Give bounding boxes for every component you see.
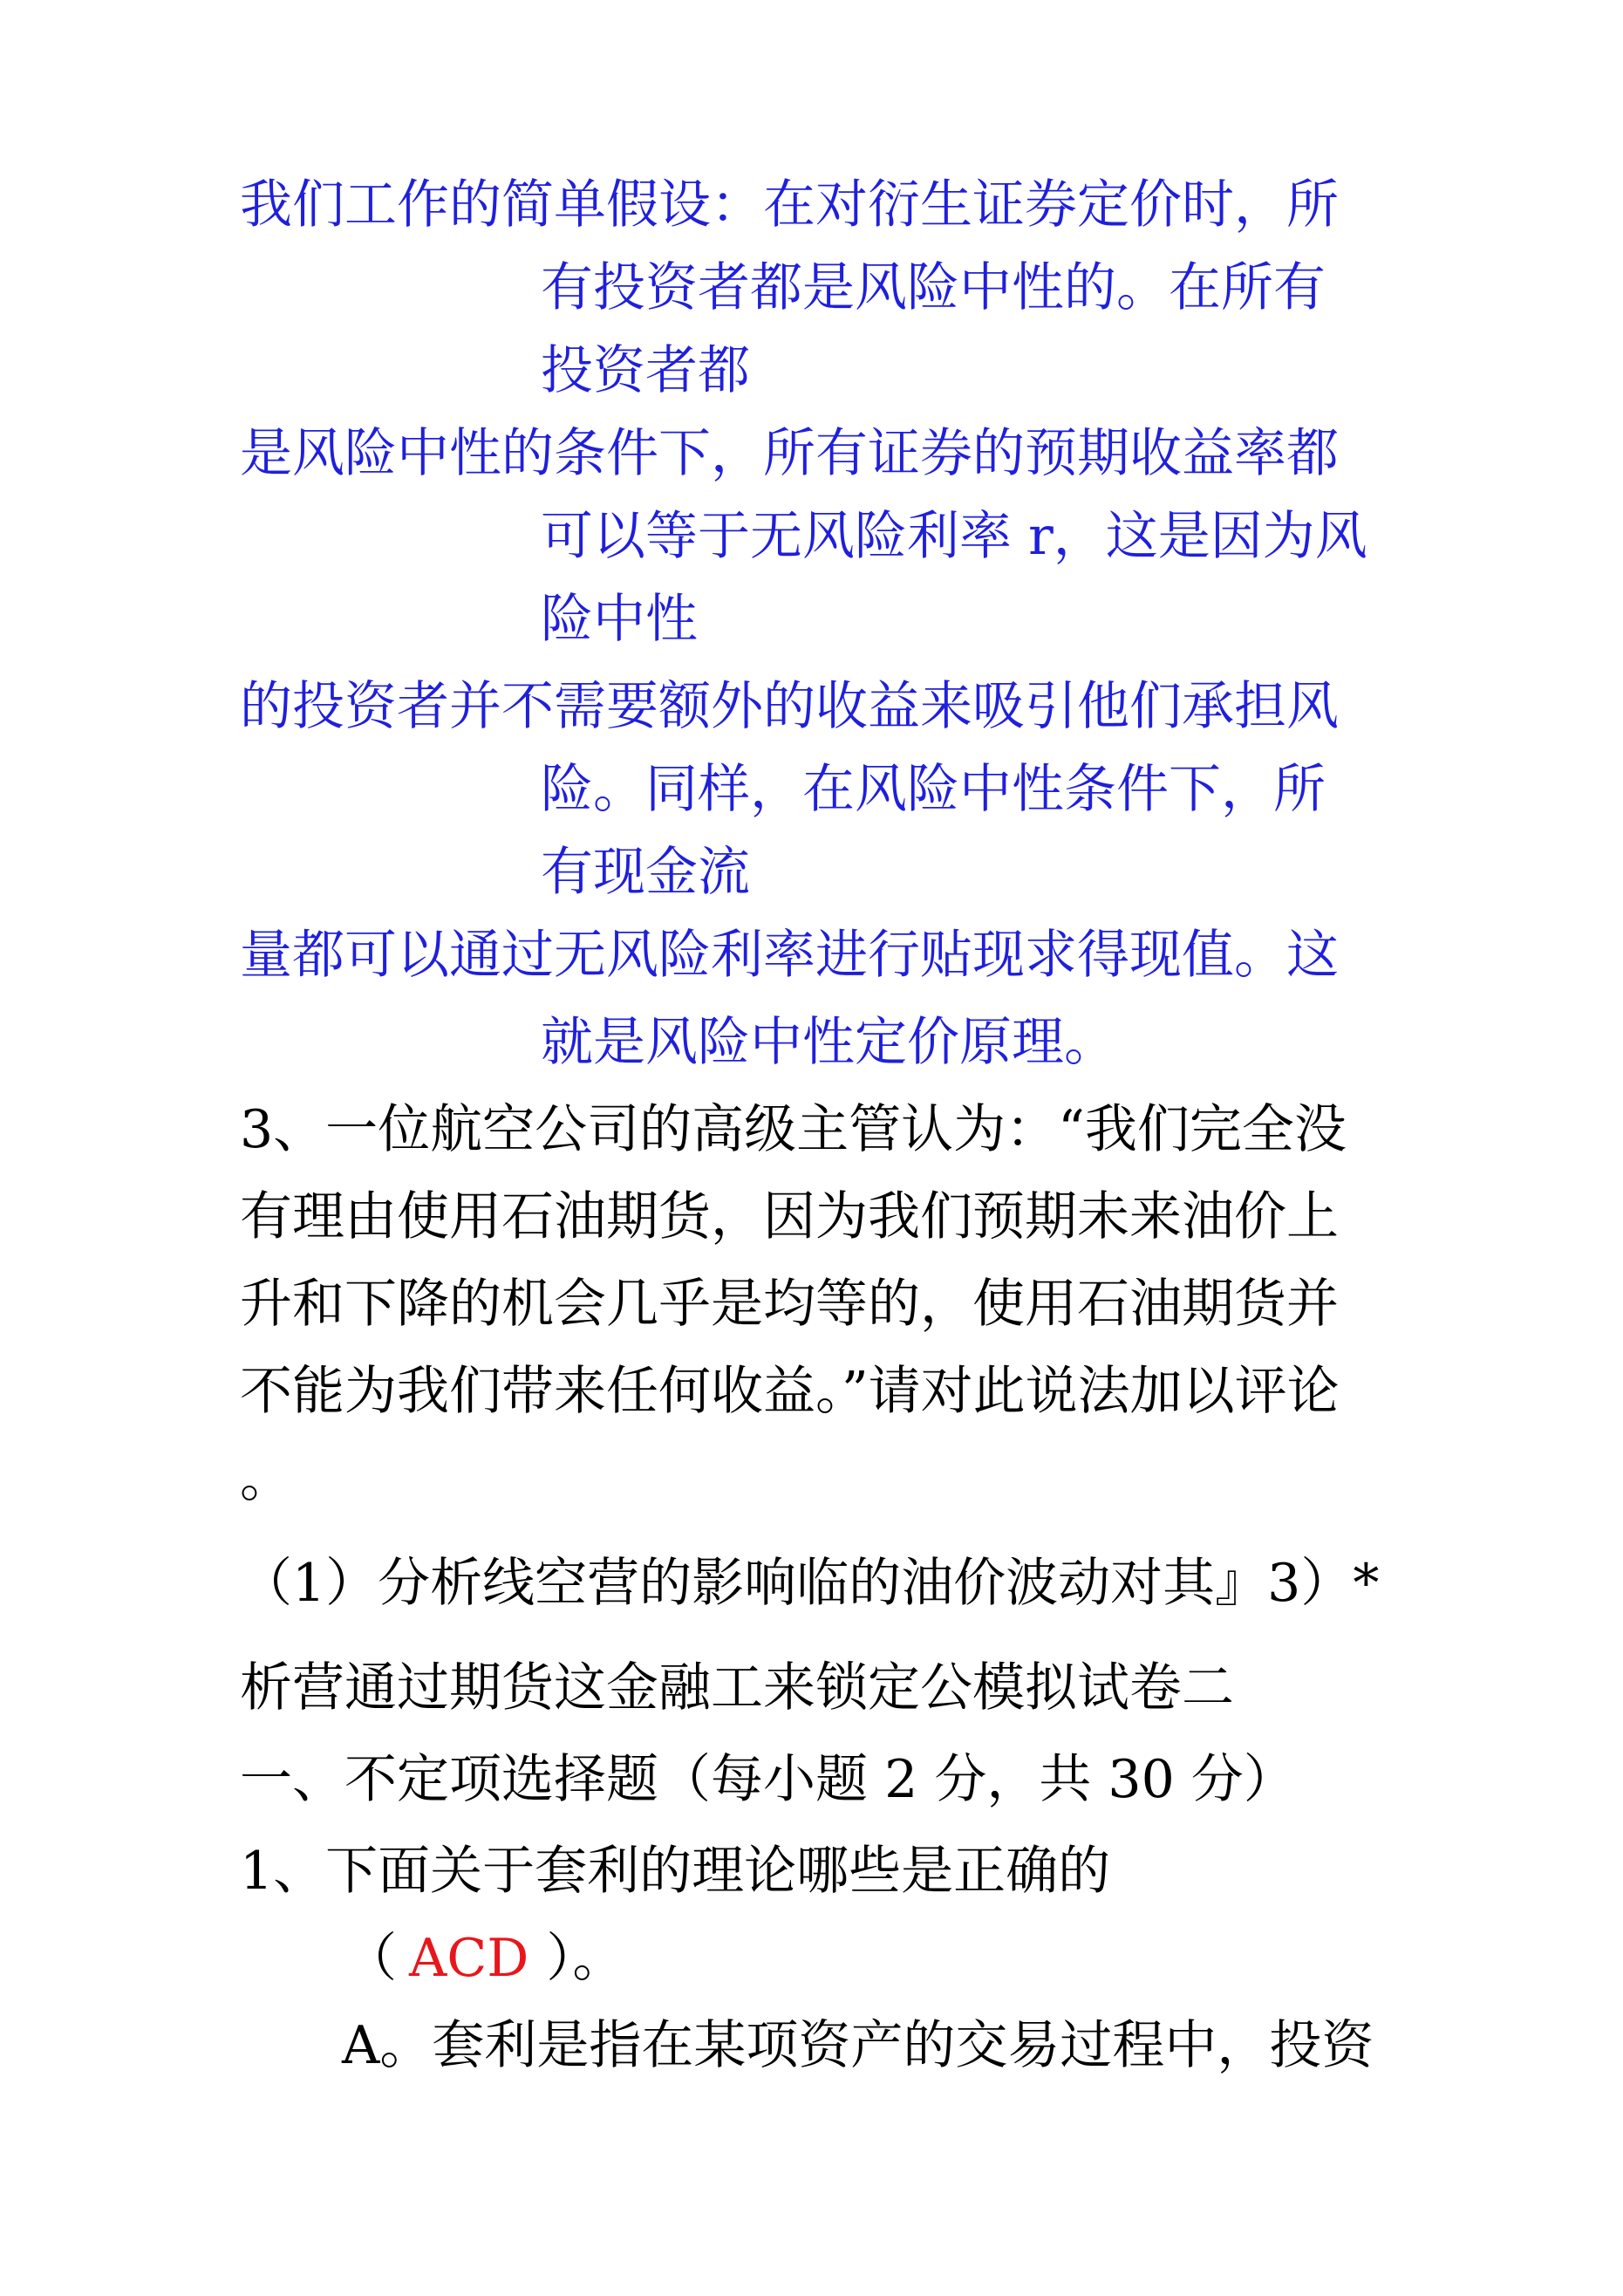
question1-stem: 1、下面关于套利的理论哪些是正确的 — [240, 1841, 1111, 1902]
answer-line: 有投资者都是风险中性的。在所有 — [541, 257, 1326, 318]
analysis-line: （1）分析线空营的影响临的油价波动对其』3）* — [240, 1553, 1380, 1614]
answer-line: 可以等于无风险利率 r，这是因为风 — [541, 506, 1367, 567]
answer-line: 险中性 — [541, 589, 698, 650]
paren-close: ）。 — [546, 1928, 625, 1989]
question3-line: 。 — [240, 1448, 292, 1509]
option-a: A。套利是指在某项资产的交易过程中，投资 — [342, 2015, 1374, 2076]
section-heading: 一、不定项选择题（每小题 2 分，共 30 分） — [240, 1749, 1296, 1810]
answer-line: 我们工作的简单假设：在对衍生证券定价时，所 — [240, 174, 1339, 236]
question3-line: 升和下降的机会几乎是均等的，使用石油期货并 — [240, 1274, 1339, 1335]
answer-key: ACD — [409, 1928, 529, 1989]
answer-key-line — [344, 1928, 625, 1989]
answer-line: 投资者都 — [541, 340, 750, 401]
answer-line: 是风险中性的条件下，所有证券的预期收益率都 — [240, 423, 1339, 484]
answer-line: 有现金流 — [541, 842, 750, 903]
question3-line: 不能为我们带来任何收益。”请对此说法加以评论 — [240, 1361, 1340, 1422]
answer-line: 就是风险中性定价原理。 — [541, 1012, 1116, 1073]
question3-line: 3、一位航空公司的高级主管认为：“我们完全没 — [240, 1099, 1347, 1160]
answer-line: 险。同样，在风险中性条件下，所 — [541, 759, 1326, 820]
paren-open: （ — [344, 1928, 397, 1989]
answer-line: 的投资者并不需要额外的收益来吸引他们承担风 — [240, 676, 1339, 737]
analysis-line: 析营通过期货这金融工来锁定公模拟试卷二 — [240, 1657, 1234, 1719]
question3-line: 有理由使用石油期货，因为我们预期未来油价上 — [240, 1186, 1339, 1247]
answer-line: 量都可以通过无风险利率进行贴现求得现值。这 — [240, 925, 1339, 986]
